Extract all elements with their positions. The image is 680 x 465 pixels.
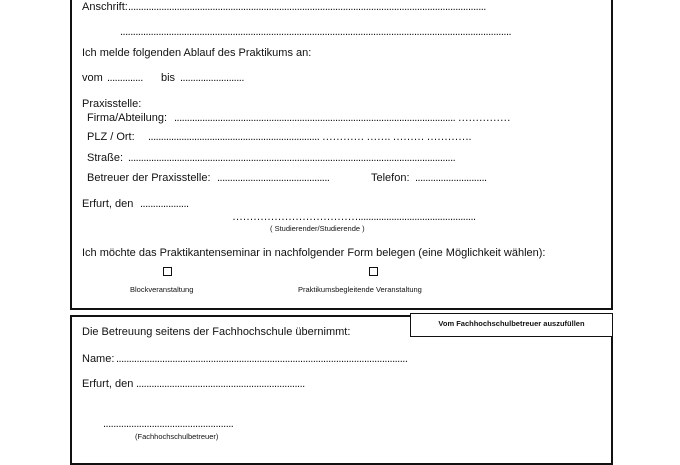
block-option-label: Blockveranstaltung xyxy=(130,285,194,294)
telefon-field[interactable]: ............................ xyxy=(415,172,487,184)
seminar-question: Ich möchte das Praktikantenseminar in nachfolgender Form belegen (eine Möglichkeit wählen): xyxy=(82,247,546,259)
bis-field[interactable]: ......................... xyxy=(180,72,244,84)
vom-label: vom xyxy=(82,72,103,84)
anschrift-field-line2[interactable]: ......................................................................................................................................................... xyxy=(120,26,512,38)
anschrift-field[interactable]: ............................................................................................................................................ xyxy=(128,1,486,13)
student-signature-caption: ( Studierender/Studierende ) xyxy=(270,224,365,233)
fh-erfurt-label: Erfurt, den xyxy=(82,378,134,390)
fh-signature-caption: (Fachhochschulbetreuer) xyxy=(135,432,219,441)
fh-signature-line[interactable]: ................................................... xyxy=(103,418,234,430)
vom-field[interactable]: .............. xyxy=(107,72,143,84)
block-checkbox[interactable] xyxy=(163,267,172,276)
fh-tag-label: Vom Fachhochschulbetreuer auszufüllen xyxy=(410,313,613,337)
erfurt-date-field[interactable]: ................... xyxy=(140,198,189,210)
fh-erfurt-date-field[interactable]: .................................................................. xyxy=(136,378,305,390)
betreuer-label: Betreuer der Praxisstelle: xyxy=(87,172,211,184)
ablauf-intro: Ich melde folgenden Ablauf des Praktikums an: xyxy=(82,47,312,59)
plz-label: PLZ / Ort: xyxy=(87,131,135,143)
fh-intro: Die Betreuung seitens der Fachhochschule übernimmt: xyxy=(82,326,351,338)
erfurt-label: Erfurt, den xyxy=(82,198,134,210)
fh-name-field[interactable]: .................................................................................................................. xyxy=(116,353,408,365)
fh-name-label: Name: xyxy=(82,353,115,365)
student-signature-line[interactable]: ……………………………….............................................. xyxy=(232,211,476,223)
plz-field[interactable]: ................................................................... ………… ……. ……… …………. xyxy=(148,131,472,143)
strasse-field[interactable]: ................................................................................................................................ xyxy=(128,152,456,164)
strasse-label: Straße: xyxy=(87,152,124,164)
firma-label: Firma/Abteilung: xyxy=(87,112,168,124)
begleitend-checkbox[interactable] xyxy=(369,267,378,276)
praxisstelle-label: Praxisstelle: xyxy=(82,98,142,110)
anschrift-label: Anschrift: xyxy=(82,1,128,13)
betreuer-field[interactable]: ............................................ xyxy=(217,172,330,184)
firma-field[interactable]: .............................................................................................................. …………… xyxy=(174,112,511,124)
begleitend-option-label: Praktikumsbegleitende Veranstaltung xyxy=(298,285,422,294)
bis-label: bis xyxy=(161,72,176,84)
telefon-label: Telefon: xyxy=(371,172,410,184)
